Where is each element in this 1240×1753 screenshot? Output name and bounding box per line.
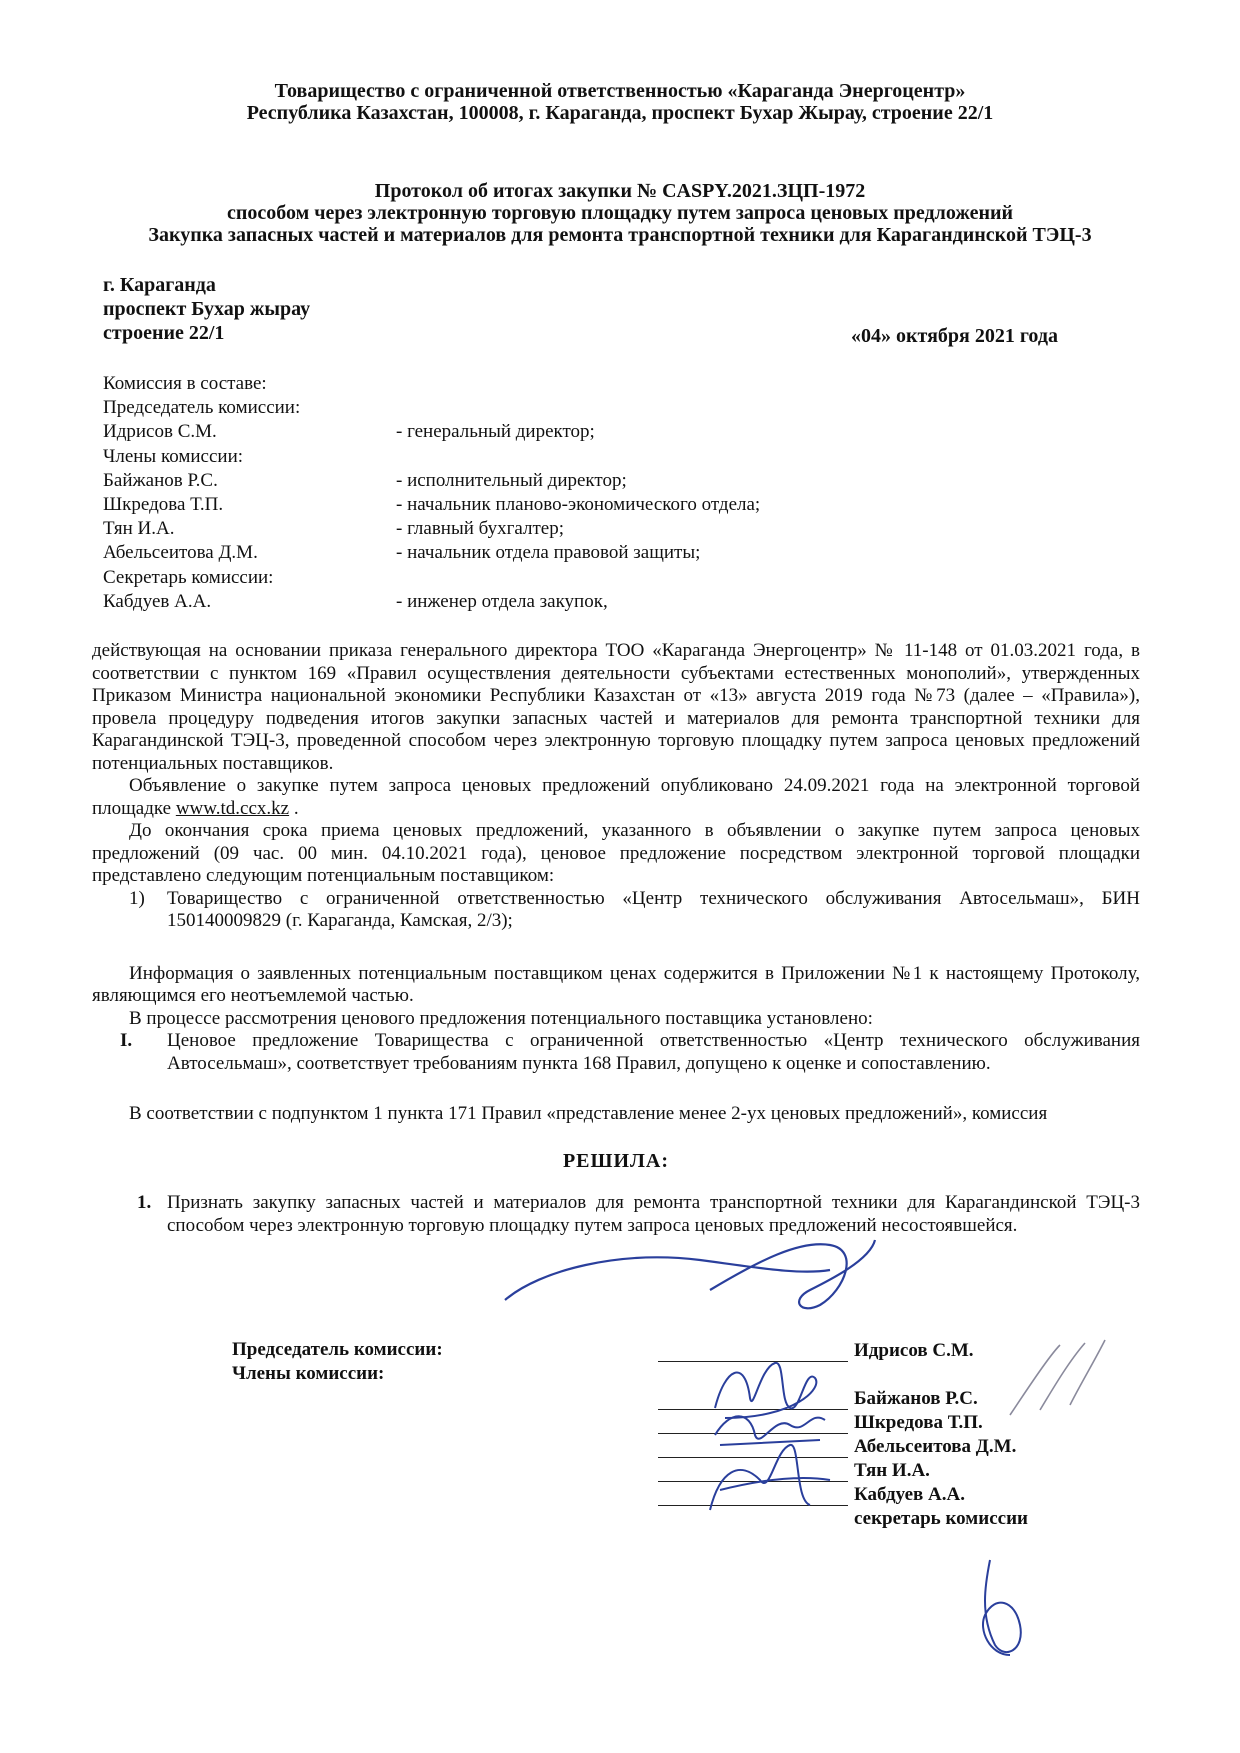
member-name: Кабдуев А.А. xyxy=(103,590,212,612)
commission-row xyxy=(103,517,760,541)
secretary-label: Секретарь комиссии: xyxy=(103,566,274,588)
finding-text: Ценовое предложение Товарищества с ограниченной ответственностью «Центр технического обслуживания Автосельмаш», соответствует требованиям пункта 168 Правил, допущено к оценке и сопоставлению. xyxy=(167,1030,1140,1074)
sign-chair-label: Председатель комиссии: xyxy=(232,1339,443,1360)
decision-number: 1. xyxy=(137,1192,152,1213)
member-role: - начальник планово-экономического отдела; xyxy=(396,494,761,516)
signature-scribble xyxy=(700,1440,840,1520)
secretary-note: секретарь комиссии xyxy=(854,1508,1028,1529)
paragraph-announcement xyxy=(92,775,1140,820)
signature-scribble xyxy=(500,1230,880,1340)
signer-name: Идрисов С.М. xyxy=(854,1340,974,1361)
commission-row xyxy=(103,493,760,517)
paragraph-prices: Информация о заявленных потенциальным поставщиком ценах содержится в Приложении №1 к настоящему Протоколу, являющимся его неотъемлемой частью. xyxy=(92,962,1140,1006)
paragraph-review: В процессе рассмотрения ценового предложения потенциального поставщика установлено: xyxy=(129,1007,873,1029)
supplier-number: 1) xyxy=(129,887,145,909)
supplier-item xyxy=(92,888,1140,933)
finding-item xyxy=(92,1030,1140,1075)
supplier-text: Товарищество с ограниченной ответственностью «Центр технического обслуживания Автосельмаш», БИН 150140009829 (г. Караганда, Камская, 2/3); xyxy=(167,887,1140,931)
protocol-number: Протокол об итогах закупки № CASPY.2021.ЗЦП-1972 xyxy=(374,180,866,202)
place-block xyxy=(103,273,310,345)
member-name: Абельсеитова Д.М. xyxy=(103,542,258,564)
member-name: Тян И.А. xyxy=(103,518,175,540)
protocol-subject: Закупка запасных частей и материалов для ремонта транспортной техники для Карагандинской ТЭЦ-3 xyxy=(148,224,1092,246)
sign-members-label: Члены комиссии: xyxy=(232,1363,385,1384)
signer-name: Тян И.А. xyxy=(854,1460,930,1481)
protocol-date: «04» октября 2021 года xyxy=(851,325,1058,347)
place-city: г. Караганда xyxy=(103,274,216,296)
commission-row xyxy=(103,469,760,493)
org-address: Республика Казахстан, 100008, г. Караганда, проспект Бухар Жырау, строение 22/1 xyxy=(246,102,994,124)
decision-text: Признать закупку запасных частей и материалов для ремонта транспортной техники для Карагандинской ТЭЦ-3 способом через электронную торговую площадку путем запроса ценовых предложений несостоявшейся. xyxy=(167,1192,1140,1236)
organization-header xyxy=(0,80,1240,124)
signature-scribble xyxy=(960,1555,1040,1665)
commission-list xyxy=(103,372,760,614)
commission-row xyxy=(103,590,760,614)
member-name: Байжанов Р.С. xyxy=(103,469,218,491)
place-street: проспект Бухар жырау xyxy=(103,298,311,320)
signer-name: Шкредова Т.П. xyxy=(854,1412,983,1433)
members-label: Члены комиссии: xyxy=(103,445,244,467)
finding-number: I. xyxy=(120,1030,133,1051)
paragraph-rule: В соответствии с подпунктом 1 пункта 171 Правил «представление менее 2-ух ценовых предложений», комиссия xyxy=(129,1103,1048,1124)
signature-scribble xyxy=(1000,1335,1110,1425)
member-name: Шкредова Т.П. xyxy=(103,494,224,516)
signer-name: Байжанов Р.С. xyxy=(854,1388,978,1409)
protocol-body xyxy=(92,640,1140,1237)
decision-heading: РЕШИЛА: xyxy=(562,1149,670,1172)
protocol-title xyxy=(0,180,1240,246)
commission-row xyxy=(103,541,760,565)
signer-name: Абельсеитова Д.М. xyxy=(854,1436,1017,1457)
member-role: - исполнительный директор; xyxy=(396,469,627,491)
signature-labels xyxy=(232,1338,443,1386)
protocol-method: способом через электронную торговую площадку путем запроса ценовых предложений xyxy=(226,202,1014,224)
member-role: - генеральный директор; xyxy=(396,421,595,443)
announcement-text: Объявление о закупке путем запроса ценовых предложений опубликовано 24.09.2021 года на электронной торговой площадке xyxy=(92,775,1140,819)
member-role: - инженер отдела закупок, xyxy=(396,590,608,612)
signer-name: Кабдуев А.А. xyxy=(854,1484,965,1505)
chair-label: Председатель комиссии: xyxy=(103,397,301,419)
place-building: строение 22/1 xyxy=(103,322,225,344)
member-role: - главный бухгалтер; xyxy=(396,518,564,540)
org-name: Товарищество с ограниченной ответственностью «Караганда Энергоцентр» xyxy=(274,80,966,102)
member-name: Идрисов С.М. xyxy=(103,421,217,443)
member-role: - начальник отдела правовой защиты; xyxy=(396,542,701,564)
platform-link[interactable]: www.td.ccx.kz xyxy=(175,797,290,819)
commission-intro: Комиссия в составе: xyxy=(103,373,267,394)
announcement-end: . xyxy=(289,797,299,819)
paragraph-basis: действующая на основании приказа генерального директора ТОО «Караганда Энергоцентр» № 11-148 от 01.03.2021 года, в соответствии с пунктом 169 «Правил осуществления деятельности субъектами естественных монополий», утвержденных Приказом Министра национальной экономики Республики Казахстан от «13» августа 2019 года №73 (далее – «Правила»), провела процедуру подведения итогов закупки запасных частей и материалов для ремонта транспортной техники для Карагандинской ТЭЦ-3, проведенной способом через электронную торговую площадку путем запроса ценовых предложений потенциальных поставщиков. xyxy=(92,640,1140,774)
commission-row xyxy=(103,420,760,444)
paragraph-deadline: До окончания срока приема ценовых предложений, указанного в объявлении о закупке путем запроса ценовых предложений (09 час. 00 мин. 04.10.2021 года), ценовое предложение посредством электронной торговой площадки представлено следующим потенциальным поставщиком: xyxy=(92,820,1140,886)
